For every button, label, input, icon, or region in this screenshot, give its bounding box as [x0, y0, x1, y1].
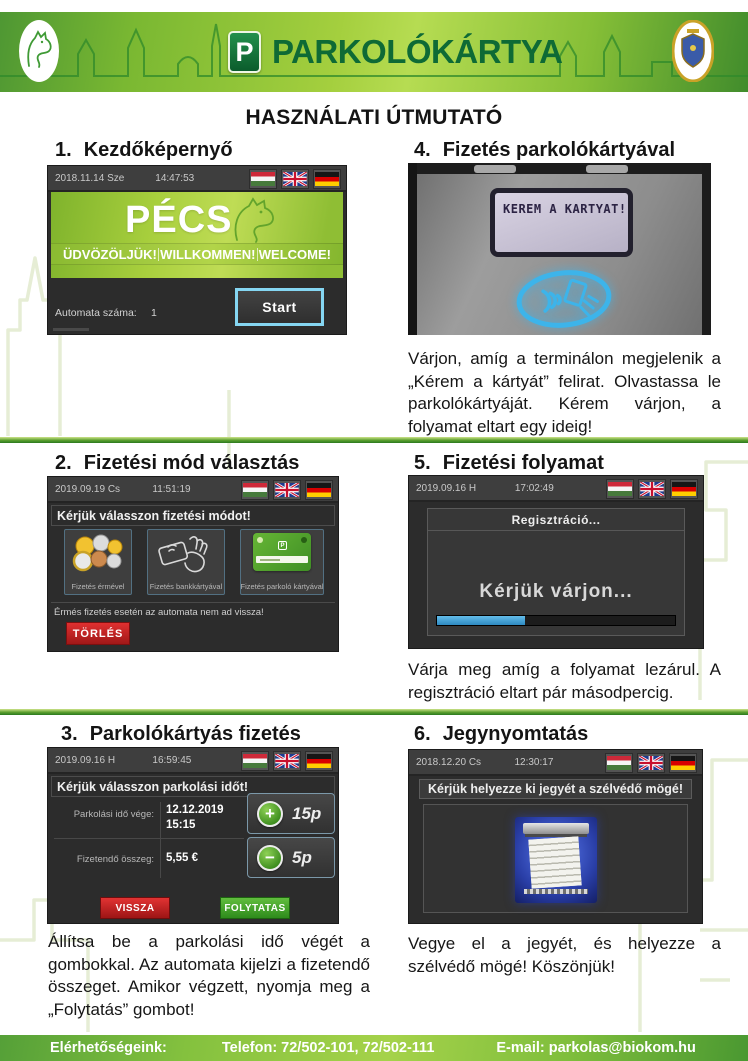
- end-time-value: 12.12.2019 15:15: [166, 804, 224, 831]
- brand-title: PARKOLÓKÁRTYA: [272, 33, 563, 70]
- parking-card-icon: P: [241, 533, 323, 571]
- printed-ticket: [528, 836, 581, 888]
- heading-step-3: 3. Parkolókártyás fizetés: [61, 723, 301, 745]
- option-label: Fizetés parkoló kártyával: [240, 582, 324, 591]
- horse-logo-icon: [227, 196, 281, 244]
- add-15min-button[interactable]: + 15p: [247, 793, 335, 834]
- time-text: 11:51:19: [152, 484, 191, 495]
- screenshot-payment-mode: [48, 477, 338, 651]
- page-title: HASZNÁLATI ÚTMUTATÓ: [245, 106, 503, 129]
- status-bar: [409, 476, 703, 502]
- plus-icon: +: [257, 801, 283, 827]
- amount-label: Fizetendő összeg:: [76, 854, 154, 865]
- contact-footer: [0, 1035, 748, 1061]
- language-flags: [606, 479, 698, 499]
- contact-label: Elérhetőségeink:: [50, 1040, 167, 1056]
- flag-uk-icon[interactable]: [273, 751, 301, 771]
- instruction-text-step-5: Várja meg amíg a folyamat lezárul. A regisztráció eltart pár másodpercig.: [408, 660, 721, 702]
- flag-hungary-icon[interactable]: [241, 751, 269, 771]
- flag-hungary-icon[interactable]: [249, 169, 277, 189]
- payment-options: [64, 529, 324, 595]
- language-flags: [241, 751, 333, 771]
- flag-germany-icon[interactable]: [670, 479, 698, 499]
- status-bar: [48, 166, 346, 192]
- amount-value: 5,55 €: [166, 852, 198, 864]
- screenshot-start-screen: [48, 166, 346, 334]
- flag-germany-icon[interactable]: [305, 480, 333, 500]
- status-bar: [409, 750, 702, 776]
- continue-button[interactable]: FOLYTATAS: [220, 897, 290, 919]
- lcd-text: KEREM A KARTYAT!: [503, 202, 627, 216]
- heading-step-6: 6. Jegynyomtatás: [414, 723, 589, 745]
- screenshot-parking-time: [48, 748, 338, 923]
- heading-step-1: 1. Kezdőképernyő: [55, 139, 233, 161]
- version-text: [53, 328, 89, 331]
- welcome-word: WELCOME!: [258, 246, 331, 262]
- status-bar: [48, 748, 338, 774]
- instruction-text-step-4: Várjon, amíg a terminálon megjelenik a „Kérem a kártyát” felirat. Olvastassa le parkolókártyáját. Kérem várjon, a folyamat eltart egy ideig!: [408, 349, 721, 436]
- printer-panel: [423, 804, 688, 913]
- header-banner: [0, 12, 748, 92]
- language-flags: [241, 480, 333, 500]
- flag-germany-icon[interactable]: [669, 753, 697, 773]
- brand: [228, 31, 563, 73]
- coins-icon: [65, 533, 131, 573]
- heading-step-4: 4. Fizetés parkolókártyával: [414, 139, 676, 161]
- welcome-word: WILLKOMMEN!: [160, 246, 256, 262]
- time-text: 12:30:17: [514, 757, 554, 768]
- time-text: 16:59:45: [152, 755, 192, 766]
- terminal-lcd: [490, 188, 633, 257]
- minus-icon: −: [257, 845, 283, 871]
- start-button[interactable]: Start: [235, 288, 324, 326]
- time-text: 14:47:53: [155, 173, 195, 184]
- wait-text: Kérjük várjon...: [479, 581, 633, 602]
- pay-with-bankcard-option[interactable]: [147, 529, 225, 595]
- flag-hungary-icon[interactable]: [606, 479, 634, 499]
- flag-germany-icon[interactable]: [313, 169, 341, 189]
- date-text: 2018.12.20 Cs: [416, 757, 482, 768]
- flag-uk-icon[interactable]: [638, 479, 666, 499]
- section-divider: [0, 709, 748, 715]
- screen-title: Kérjük válasszon fizetési módot!: [51, 505, 335, 526]
- progress-fill: [437, 616, 525, 625]
- email-text: E-mail: parkolas@biokom.hu: [496, 1040, 696, 1056]
- screen-title: Kérjük válasszon parkolási időt!: [51, 776, 335, 797]
- progress-bar: [436, 615, 676, 626]
- subtract-5min-button[interactable]: − 5p: [247, 837, 335, 878]
- date-text: 2018.11.14 Sze: [55, 173, 125, 184]
- language-flags: [605, 753, 697, 773]
- pay-with-parking-card-option[interactable]: [240, 529, 324, 595]
- machine-number-label: Automata száma:: [55, 307, 137, 319]
- flag-germany-icon[interactable]: [305, 751, 333, 771]
- flag-hungary-icon[interactable]: [605, 753, 633, 773]
- flag-uk-icon[interactable]: [273, 480, 301, 500]
- instruction-text-step-6: Vegye el a jegyét, és helyezze a szélvédő mögé! Köszönjük!: [408, 934, 721, 976]
- registration-dialog: [427, 508, 685, 636]
- dialog-title: Regisztráció...: [428, 509, 684, 531]
- ticket-printer-icon: [515, 817, 597, 903]
- terminal-photo: [408, 163, 711, 335]
- date-text: 2019.09.16 H: [416, 483, 477, 494]
- horse-logo-icon: [19, 20, 59, 82]
- pay-with-coins-option[interactable]: [64, 529, 132, 595]
- heading-step-2: 2. Fizetési mód választás: [55, 452, 300, 474]
- flag-uk-icon[interactable]: [281, 169, 309, 189]
- phone-text: Telefon: 72/502-101, 72/502-111: [221, 1040, 435, 1056]
- back-button[interactable]: VISSZA: [100, 897, 170, 919]
- end-time-label: Parkolási idő vége:: [73, 809, 154, 820]
- screenshot-payment-progress: [409, 476, 703, 648]
- welcome-strip: [51, 243, 343, 265]
- machine-number-value: 1: [151, 307, 157, 319]
- no-change-note: Érmés fizetés esetén az automata nem ad vissza!: [51, 602, 335, 618]
- welcome-word: ÜDVÖZÖLJÜK!: [63, 246, 157, 262]
- welcome-banner: [51, 192, 343, 278]
- screenshot-ticket-printing: [409, 750, 702, 923]
- city-name: PÉCS: [125, 199, 233, 241]
- contactless-reader-icon: [514, 269, 614, 329]
- option-label: Fizetés érmével: [71, 582, 125, 591]
- contactless-card-hand-icon: [148, 533, 224, 577]
- heading-step-5: 5. Fizetési folyamat: [414, 452, 604, 474]
- option-label: Fizetés bankkártyával: [149, 582, 223, 591]
- time-text: 17:02:49: [514, 483, 554, 494]
- coat-of-arms-icon: [672, 20, 714, 82]
- flag-uk-icon[interactable]: [637, 753, 665, 773]
- instruction-text-step-3: Állítsa be a parkolási idő végét a gombokkal. Az automata kijelzi a fizetendő összeget. Amikor végzett, nyomja meg a „Folytatás” gombot!: [48, 932, 370, 1019]
- status-bar: [48, 477, 338, 503]
- cancel-button[interactable]: TÖRLÉS: [66, 622, 130, 645]
- screen-title: Kérjük helyezze ki jegyét a szélvédő mögé!: [419, 779, 692, 799]
- language-flags: [249, 169, 341, 189]
- date-text: 2019.09.19 Cs: [55, 484, 121, 495]
- parking-sign-icon: P: [228, 31, 261, 73]
- date-text: 2019.09.16 H: [55, 755, 116, 766]
- flag-hungary-icon[interactable]: [241, 480, 269, 500]
